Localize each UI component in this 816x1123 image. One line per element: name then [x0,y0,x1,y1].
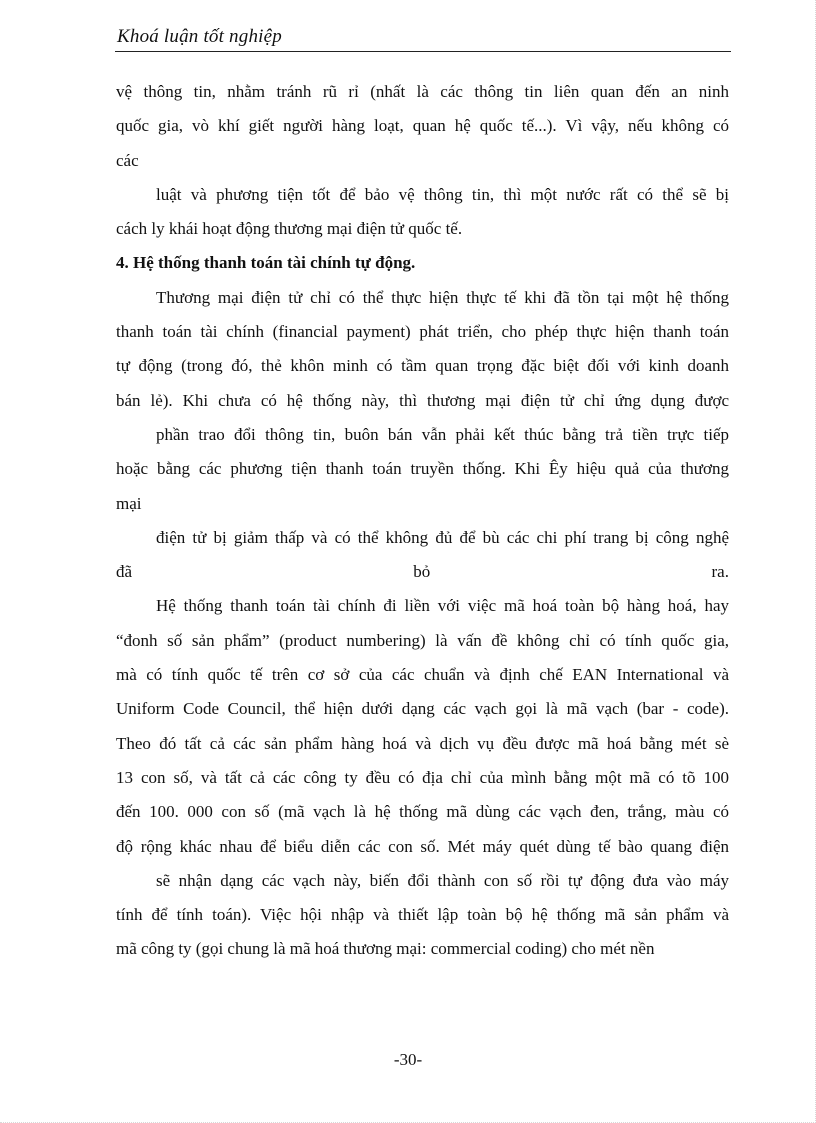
running-header: Khoá luận tốt nghiệp [117,26,282,47]
text-line: các [116,150,139,170]
text-line: hoặc bằng các phương tiện thanh toán truyền thống. Khi Êy hiệu quả của thương [116,459,729,479]
text-line: Hệ thống thanh toán tài chính đi liền với việc mã hoá toàn bộ hàng hoá, hay [156,596,729,616]
text-line: vệ thông tin, nhằm tránh rũ rỉ (nhất là các thông tin liên quan đến an ninh [116,82,729,101]
text-line: tính để tính toán). Việc hội nhập và thiết lập toàn bộ hệ thống mã sản phẩm và [116,905,729,925]
text-line: mã công ty (gọi chung là mã hoá thương mại: commercial coding) cho mét nền [116,939,655,959]
text-line: luật và phương tiện tốt để bảo vệ thông tin, thì một nước rất có thể sẽ bị [156,184,729,204]
page-number: -30- [393,1050,423,1069]
text-line: thanh toán tài chính (financial payment) phát triển, cho phép thực hiện thanh toán [116,322,729,342]
text-line: mà có tính quốc tế trên cơ sở của các chuẩn và định chế EAN International và [116,665,729,685]
section-heading: 4. Hệ thống thanh toán tài chính tự động. [116,253,416,273]
body-text [116,75,729,967]
text-line: sẽ nhận dạng các vạch này, biến đổi thành con số rồi tự động đưa vào máy [156,870,729,890]
text-line: bán lẻ). Khi chưa có hệ thống này, thì thương mại điện tử chỉ ứng dụng được [116,390,729,410]
text-line: “đonh số sản phẩm” (product numbering) là vấn đề không chỉ có tính quốc gia, [116,630,729,650]
text-line: quốc gia, vò khí giết người hàng loạt, quan hệ quốc tế...). Vì vậy, nếu không có [116,116,729,136]
text-line: phần trao đổi thông tin, buôn bán vẫn phải kết thúc bằng trả tiền trực tiếp [156,424,729,444]
text-line: Thương mại điện tử chỉ có thể thực hiện thực tế khi đã tồn tại một hệ thống [156,287,729,307]
word: ra. [711,562,729,582]
text-line-spread [116,555,729,589]
text-line: Theo đó tất cả các sản phẩm hàng hoá và dịch vụ đều được mã hoá bằng mét sè [116,733,729,753]
word: bỏ [413,562,431,582]
text-line: cách ly khái hoạt động thương mại điện tử quốc tế. [116,219,463,239]
text-line: điện tử bị giảm thấp và có thể không đủ để bù các chi phí trang bị công nghệ [156,527,729,547]
header-rule [115,51,731,52]
text-line: tự động (trong đó, thẻ khôn minh có tầm quan trọng đặc biệt đối với kinh doanh [116,356,729,376]
text-line: Uniform Code Council, thể hiện dưới dạng các vạch gọi là mã vạch (bar - code). [116,699,729,719]
text-line: đến 100. 000 con số (mã vạch là hệ thống mã dùng các vạch đen, trắng, màu có [116,802,729,822]
text-line: độ rộng khác nhau để biểu diễn các con số. Mét máy quét dùng tế bào quang điện [116,836,729,856]
text-line: 13 con số, và tất cả các công ty đều có địa chỉ của mình bằng một mã có tõ 100 [116,767,729,787]
word: đã [116,562,133,582]
text-line: mại [116,493,142,513]
